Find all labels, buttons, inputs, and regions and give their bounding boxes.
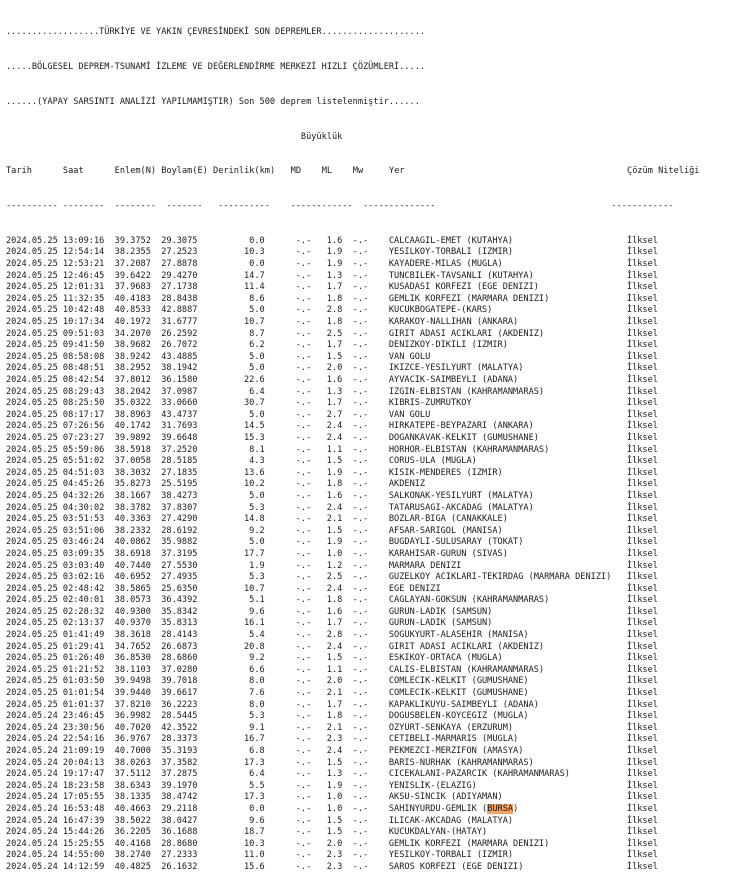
header-line-1: ..................TÜRKİYE VE YAKIN ÇEVRESİNDEKİ SON DEPREMLER.................... bbox=[6, 27, 426, 38]
solution-quality: İlksel bbox=[626, 340, 658, 351]
table-row: 2024.05.24 14:12:59 40.4825 26.1632 15.6 -.- 2.3 -.- SAROS KORFEZI (EGE DENIZI) İlksel bbox=[6, 861, 658, 872]
table-row: 2024.05.24 23:46:45 36.9982 28.5445 5.3 -.- 1.8 -.- DOGUSBELEN-KOYCEGIZ (MUGLA) İlksel bbox=[6, 711, 658, 722]
location-text: DOGUSBELEN-KOYCEGIZ (MUGLA) bbox=[388, 711, 529, 722]
table-row: 2024.05.25 10:17:34 40.1972 31.6777 10.7 -.- 1.8 -.- KARAKOY-NALLIHAN (ANKARA) İlksel bbox=[6, 317, 658, 328]
location-text: VAN GOLU bbox=[388, 409, 431, 420]
table-row: 2024.05.25 04:51:03 38.3032 27.1835 13.6 -.- 1.9 -.- KISIK-MENDERES (IZMIR) İlksel bbox=[6, 467, 658, 478]
table-row: 2024.05.25 08:48:51 38.2952 38.1942 5.0 -.- 2.0 -.- IKIZCE-YESILYURT (MALATYA) İlksel bbox=[6, 363, 658, 374]
location-text: KUSADASI KORFEZI (EGE DENIZI) bbox=[388, 282, 539, 293]
column-header-underline: ---------- -------- -------- ------- ---------- ------------ -------------- ------------ bbox=[6, 201, 674, 212]
solution-quality: İlksel bbox=[626, 572, 658, 583]
location-text: BARIS-NURHAK (KAHRAMANMARAS) bbox=[388, 757, 534, 768]
location-text: KUCUKDALYAN-(HATAY) bbox=[388, 827, 488, 838]
column-header-tarih: Tarih bbox=[6, 166, 32, 177]
table-row: 2024.05.25 08:17:17 38.8963 43.4737 5.0 -.- 2.7 -.- VAN GOLU İlksel bbox=[6, 409, 658, 420]
location-text: GURUN-LADIK (SAMSUN) bbox=[388, 618, 493, 629]
column-header-mw: Mw bbox=[352, 166, 364, 177]
solution-quality: İlksel bbox=[626, 444, 658, 455]
solution-quality: İlksel bbox=[626, 792, 658, 803]
table-row: 2024.05.25 02:48:42 38.5865 25.6350 10.7 -.- 2.4 -.- EGE DENIZI İlksel bbox=[6, 583, 658, 594]
table-row: 2024.05.25 03:02:16 40.6952 27.4935 5.3 -.- 2.5 -.- GUZELKOY ACIKLARI-TEKIRDAG (MARMARA DENIZI) İlksel bbox=[6, 572, 658, 583]
magnitude-group-label: Büyüklük bbox=[6, 131, 343, 142]
solution-quality: İlksel bbox=[626, 838, 658, 849]
table-row: 2024.05.24 16:47:39 38.5022 38.0427 9.6 -.- 1.5 -.- ILICAK-AKCADAG (MALATYA) İlksel bbox=[6, 815, 658, 826]
location-text: GEMLIK KORFEZI (MARMARA DENIZI) bbox=[388, 293, 550, 304]
table-row: 2024.05.25 01:41:49 38.3618 28.4143 5.4 -.- 2.8 -.- SOGUKYURT-ALASEHIR (MANISA) İlksel bbox=[6, 630, 658, 641]
table-row: 2024.05.25 07:26:56 40.1742 31.7693 14.5 -.- 2.4 -.- HIRKATEPE-BEYPAZARI (ANKARA) İlksel bbox=[6, 421, 658, 432]
solution-quality: İlksel bbox=[626, 317, 658, 328]
solution-quality: İlksel bbox=[626, 467, 658, 478]
table-row: 2024.05.25 03:46:24 40.0862 35.9882 5.0 -.- 1.9 -.- BUGDAYLI-SULUSARAY (TOKAT) İlksel bbox=[6, 537, 658, 548]
table-row: 2024.05.25 08:42:54 37.8012 36.1580 22.6 -.- 1.6 -.- AYVACIK-SAIMBEYLI (ADANA) İlksel bbox=[6, 375, 658, 385]
solution-quality: İlksel bbox=[626, 722, 658, 733]
location-text: KAPAKLIKUYU-SAIMBEYLI (ADANA) bbox=[388, 699, 539, 710]
location-text: DOGANKAVAK-KELKIT (GUMUSHANE) bbox=[388, 432, 539, 443]
table-row: 2024.05.25 02:13:37 40.9370 35.8313 16.1 -.- 1.7 -.- GURUN-LADIK (SAMSUN) İlksel bbox=[6, 618, 658, 629]
table-row: 2024.05.25 08:58:08 38.9242 43.4885 5.0 -.- 1.5 -.- VAN GOLU İlksel bbox=[6, 351, 658, 362]
table-row: 2024.05.25 03:51:06 38.2332 28.6192 9.2 -.- 1.5 -.- AFSAR-SARIGOL (MANISA) İlksel bbox=[6, 525, 658, 536]
table-row: 2024.05.24 21:09:19 40.7000 35.3193 6.8 -.- 2.4 -.- PEKMEZCI-MERZIFON (AMASYA) İlksel bbox=[6, 746, 658, 756]
table-row: 2024.05.24 23:30:56 40.7020 42.3522 9.1 -.- 2.1 -.- OZYURT-SENKAYA (ERZURUM) İlksel bbox=[6, 722, 658, 733]
location-text: AYVACIK-SAIMBEYLI (ADANA) bbox=[388, 375, 519, 385]
solution-quality: İlksel bbox=[626, 525, 658, 536]
location-text: CICEKALANI-PAZARCIK (KAHRAMANMARAS) bbox=[388, 769, 570, 780]
table-row: 2024.05.25 01:29:41 34.7652 26.6873 20.8 -.- 2.4 -.- GIRIT ADASI ACIKLARI (AKDENIZ) İlksel bbox=[6, 641, 658, 652]
location-text: KARAKOY-NALLIHAN (ANKARA) bbox=[388, 317, 519, 328]
column-header-cozum: Çözüm Niteliği bbox=[627, 166, 700, 177]
table-row: 2024.05.25 12:54:14 38.2355 27.2523 10.3 -.- 1.9 -.- YESILKOY-TORBALI (IZMIR) İlksel bbox=[6, 247, 658, 258]
table-row: 2024.05.25 05:59:06 38.5918 37.2520 8.1 -.- 1.1 -.- HORHOR-ELBISTAN (KAHRAMANMARAS) İlksel bbox=[6, 444, 658, 455]
location-text: BUGDAYLI-SULUSARAY (TOKAT) bbox=[388, 537, 524, 548]
solution-quality: İlksel bbox=[626, 641, 658, 652]
location-text: MARMARA DENIZI bbox=[388, 560, 462, 571]
location-text: KARAHISAR-GURUN (SIVAS) bbox=[388, 548, 508, 559]
column-header-ml: ML bbox=[321, 166, 333, 177]
solution-quality: İlksel bbox=[626, 235, 658, 246]
column-header-yer: Yer bbox=[389, 166, 405, 177]
location-text: COMLECIK-KELKIT (GUMUSHANE) bbox=[388, 676, 529, 687]
solution-quality: İlksel bbox=[626, 560, 658, 571]
solution-quality: İlksel bbox=[626, 409, 658, 420]
location-text: SALKONAK-YESILYURT (MALATYA) bbox=[388, 490, 534, 501]
table-row: 2024.05.24 20:04:13 38.0263 37.3582 17.3 -.- 1.5 -.- BARIS-NURHAK (KAHRAMANMARAS) İlksel bbox=[6, 757, 658, 768]
header-line-2: .....BÖLGESEL DEPREM-TSUNAMİ İZLEME VE DEĞERLENDİRME MERKEZİ HIZLI ÇÖZÜMLERİ..... bbox=[6, 61, 426, 72]
table-row: 2024.05.25 02:40:01 38.0573 36.4392 5.1 -.- 1.8 -.- CAGLAYAN-GOKSUN (KAHRAMANMARAS) İlksel bbox=[6, 595, 658, 606]
table-row: 2024.05.24 19:17:47 37.5112 37.2875 6.4 -.- 1.3 -.- CICEKALANI-PAZARCIK (KAHRAMANMARAS) İlksel bbox=[6, 769, 658, 780]
solution-quality: İlksel bbox=[626, 548, 658, 559]
column-header-enlem: Enlem(N) bbox=[114, 166, 157, 177]
solution-quality: İlksel bbox=[626, 676, 658, 687]
location-text: AKDENIZ bbox=[388, 479, 426, 490]
table-row: 2024.05.24 16:53:48 40.4663 29.2118 0.0 -.- 1.0 -.- SAHINYURDU-GEMLIK (BURSA) İlksel bbox=[6, 803, 658, 814]
location-text: GURUN-LADIK (SAMSUN) bbox=[388, 606, 493, 617]
solution-quality: İlksel bbox=[626, 711, 658, 722]
solution-quality: İlksel bbox=[626, 815, 658, 826]
table-row: 2024.05.24 22:54:16 36.9767 28.3373 16.7 -.- 2.3 -.- CETIBELI-MARMARIS (MUGLA) İlksel bbox=[6, 734, 658, 745]
solution-quality: İlksel bbox=[626, 363, 658, 374]
table-row: 2024.05.25 07:23:27 39.9892 39.6648 15.3 -.- 2.4 -.- DOGANKAVAK-KELKIT (GUMUSHANE) İlksel bbox=[6, 432, 658, 443]
location-text: EGE DENIZI bbox=[388, 583, 441, 594]
table-row: 2024.05.25 01:03:50 39.9498 39.7018 8.0 -.- 2.0 -.- COMLECIK-KELKIT (GUMUSHANE) İlksel bbox=[6, 676, 658, 687]
solution-quality: İlksel bbox=[626, 375, 658, 385]
location-text: KISIK-MENDERES (IZMIR) bbox=[388, 467, 503, 478]
solution-quality: İlksel bbox=[626, 746, 658, 756]
solution-quality: İlksel bbox=[626, 803, 658, 814]
solution-quality: İlksel bbox=[626, 386, 658, 397]
location-text: SAHINYURDU-GEMLIK ( bbox=[388, 803, 488, 814]
location-text: GIRIT ADASI ACIKLARI (AKDENIZ) bbox=[388, 641, 545, 652]
column-header-derinlik: Derinlik(km) bbox=[213, 166, 276, 177]
location-text: YESILKOY-TORBALI (IZMIR) bbox=[388, 850, 514, 861]
location-text: CORUS-ULA (MUGLA) bbox=[388, 456, 477, 467]
location-text: AKSU-SINCIK (ADIYAMAN) bbox=[388, 792, 503, 803]
column-header-saat: Saat bbox=[62, 166, 84, 177]
earthquake-listing bbox=[6, 4, 699, 885]
solution-quality: İlksel bbox=[626, 734, 658, 745]
location-text: BOZLAR-BIGA (CANAKKALE) bbox=[388, 514, 508, 525]
search-highlight: BURSA bbox=[487, 803, 514, 814]
location-text: GIRIT ADASI ACIKLARI (AKDENIZ) bbox=[388, 328, 545, 339]
location-text-tail: ) bbox=[513, 803, 519, 814]
solution-quality: İlksel bbox=[626, 247, 658, 258]
solution-quality: İlksel bbox=[626, 850, 658, 861]
table-row: 2024.05.24 17:05:55 38.1335 38.4742 17.3 -.- 1.0 -.- AKSU-SINCIK (ADIYAMAN) İlksel bbox=[6, 792, 658, 803]
location-text: ILICAK-AKCADAG (MALATYA) bbox=[388, 815, 514, 826]
solution-quality: İlksel bbox=[626, 757, 658, 768]
table-row: 2024.05.25 08:29:43 38.2042 37.0987 6.4 -.- 1.3 -.- IZGIN-ELBISTAN (KAHRAMANMARAS) İlksel bbox=[6, 386, 658, 397]
table-row: 2024.05.25 04:30:02 38.3782 37.8307 5.3 -.- 2.4 -.- TATARUSAGI-AKCADAG (MALATYA) İlksel bbox=[6, 502, 658, 513]
location-text: TATARUSAGI-AKCADAG (MALATYA) bbox=[388, 502, 534, 513]
location-text: VAN GOLU bbox=[388, 351, 431, 362]
location-text: KAYADERE-MILAS (MUGLA) bbox=[388, 259, 503, 270]
header-line-3: ......(YAPAY SARSINTI ANALİZİ YAPILMAMIŞTIR) Son 500 deprem listelenmiştir...... bbox=[6, 96, 420, 107]
table-row: 2024.05.25 01:21:52 38.1103 37.0280 6.6 -.- 1.1 -.- CALIS-ELBISTAN (KAHRAMANMARAS) İlksel bbox=[6, 664, 658, 675]
solution-quality: İlksel bbox=[626, 293, 658, 304]
solution-quality: İlksel bbox=[626, 618, 658, 629]
solution-quality: İlksel bbox=[626, 664, 658, 675]
table-row: 2024.05.25 10:42:48 40.8533 42.8887 5.0 -.- 2.8 -.- KUCUKBOGATEPE-(KARS) İlksel bbox=[6, 305, 658, 316]
solution-quality: İlksel bbox=[626, 827, 658, 838]
location-text: HORHOR-ELBISTAN (KAHRAMANMARAS) bbox=[388, 444, 550, 455]
table-row: 2024.05.24 14:55:00 38.2740 27.2333 11.0 -.- 2.3 -.- YESILKOY-TORBALI (IZMIR) İlksel bbox=[6, 850, 658, 861]
earthquake-table-body bbox=[6, 236, 699, 874]
solution-quality: İlksel bbox=[626, 537, 658, 548]
location-text: CALIS-ELBISTAN (KAHRAMANMARAS) bbox=[388, 664, 545, 675]
solution-quality: İlksel bbox=[626, 398, 658, 409]
solution-quality: İlksel bbox=[626, 780, 658, 791]
table-row: 2024.05.25 13:09:16 39.3752 29.3075 0.0 -.- 1.6 -.- CALCAAGIL-EMET (KUTAHYA) İlksel bbox=[6, 235, 658, 246]
location-text: SAROS KORFEZI (EGE DENIZI) bbox=[388, 861, 524, 872]
location-text: YESILKOY-TORBALI (IZMIR) bbox=[388, 247, 514, 258]
solution-quality: İlksel bbox=[626, 305, 658, 316]
solution-quality: İlksel bbox=[626, 583, 658, 594]
table-row: 2024.05.25 04:45:26 35.8273 25.5195 10.2 -.- 1.8 -.- AKDENIZ İlksel bbox=[6, 479, 658, 490]
column-header-md: MD bbox=[290, 166, 302, 177]
solution-quality: İlksel bbox=[626, 769, 658, 780]
location-text: OZYURT-SENKAYA (ERZURUM) bbox=[388, 722, 514, 733]
table-row: 2024.05.25 01:01:54 39.9440 39.6617 7.6 -.- 2.1 -.- COMLECIK-KELKIT (GUMUSHANE) İlksel bbox=[6, 688, 658, 699]
solution-quality: İlksel bbox=[626, 630, 658, 641]
table-row: 2024.05.25 09:51:03 34.2070 26.2592 8.7 -.- 2.5 -.- GIRIT ADASI ACIKLARI (AKDENIZ) İlksel bbox=[6, 328, 658, 339]
solution-quality: İlksel bbox=[626, 699, 658, 710]
column-header-boylam: Boylam(E) bbox=[161, 166, 208, 177]
table-row: 2024.05.25 09:41:50 38.9682 26.7072 6.2 -.- 1.7 -.- DENIZKOY-DIKILI (IZMIR) İlksel bbox=[6, 340, 658, 351]
solution-quality: İlksel bbox=[626, 502, 658, 513]
location-text: CAGLAYAN-GOKSUN (KAHRAMANMARAS) bbox=[388, 595, 550, 606]
table-row: 2024.05.24 15:25:55 40.4168 28.8680 10.3 -.- 2.0 -.- GEMLIK KORFEZI (MARMARA DENIZI) İlksel bbox=[6, 838, 658, 849]
location-text: HIRKATEPE-BEYPAZARI (ANKARA) bbox=[388, 421, 534, 432]
table-row: 2024.05.25 05:51:02 37.0058 28.5185 4.3 -.- 1.5 -.- CORUS-ULA (MUGLA) İlksel bbox=[6, 456, 658, 467]
location-text: KUCUKBOGATEPE-(KARS) bbox=[388, 305, 493, 316]
location-text: DENIZKOY-DIKILI (IZMIR) bbox=[388, 340, 508, 351]
table-row: 2024.05.25 03:09:35 38.6918 37.3195 17.7 -.- 1.0 -.- KARAHISAR-GURUN (SIVAS) İlksel bbox=[6, 548, 658, 559]
table-row: 2024.05.24 15:44:26 36.2205 36.1688 18.7 -.- 1.5 -.- KUCUKDALYAN-(HATAY) İlksel bbox=[6, 827, 658, 838]
table-row: 2024.05.25 12:46:45 39.6422 29.4270 14.7 -.- 1.3 -.- TUNCBILEK-TAVSANLI (KUTAHYA) İlksel bbox=[6, 270, 658, 281]
solution-quality: İlksel bbox=[626, 432, 658, 443]
solution-quality: İlksel bbox=[626, 282, 658, 293]
table-row: 2024.05.25 11:32:35 40.4183 28.8438 8.6 -.- 1.8 -.- GEMLIK KORFEZI (MARMARA DENIZI) İlksel bbox=[6, 293, 658, 304]
solution-quality: İlksel bbox=[626, 270, 658, 281]
table-row: 2024.05.25 12:01:31 37.9683 27.1738 11.4 -.- 1.7 -.- KUSADASI KORFEZI (EGE DENIZI) İlksel bbox=[6, 282, 658, 293]
solution-quality: İlksel bbox=[626, 606, 658, 617]
location-text: TUNCBILEK-TAVSANLI (KUTAHYA) bbox=[388, 270, 534, 281]
table-row: 2024.05.25 02:28:32 40.9300 35.8342 9.6 -.- 1.6 -.- GURUN-LADIK (SAMSUN) İlksel bbox=[6, 606, 658, 617]
solution-quality: İlksel bbox=[626, 421, 658, 432]
solution-quality: İlksel bbox=[626, 456, 658, 467]
table-row: 2024.05.25 04:32:26 38.1667 38.4273 5.0 -.- 1.6 -.- SALKONAK-YESILYURT (MALATYA) İlksel bbox=[6, 490, 658, 501]
location-text: IZGIN-ELBISTAN (KAHRAMANMARAS) bbox=[388, 386, 545, 397]
location-text: YENISLIK-(ELAZIG) bbox=[388, 780, 477, 791]
solution-quality: İlksel bbox=[626, 490, 658, 501]
location-text: SOGUKYURT-ALASEHIR (MANISA) bbox=[388, 630, 529, 641]
solution-quality: İlksel bbox=[626, 259, 658, 270]
solution-quality: İlksel bbox=[626, 861, 658, 872]
table-row: 2024.05.25 01:01:37 37.8210 36.2223 8.0 -.- 1.7 -.- KAPAKLIKUYU-SAIMBEYLI (ADANA) İlksel bbox=[6, 699, 658, 710]
location-text: ESKIKOY-ORTACA (MUGLA) bbox=[388, 653, 503, 664]
table-row: 2024.05.25 12:53:21 37.2087 27.8878 0.0 -.- 1.9 -.- KAYADERE-MILAS (MUGLA) İlksel bbox=[6, 259, 658, 270]
location-text: CETIBELI-MARMARIS (MUGLA) bbox=[388, 734, 519, 745]
table-row: 2024.05.25 03:51:53 40.3363 27.4290 14.8 -.- 2.1 -.- BOZLAR-BIGA (CANAKKALE) İlksel bbox=[6, 514, 658, 525]
solution-quality: İlksel bbox=[626, 328, 658, 339]
solution-quality: İlksel bbox=[626, 351, 658, 362]
location-text: GEMLIK KORFEZI (MARMARA DENIZI) bbox=[388, 838, 550, 849]
location-text: IKIZCE-YESILYURT (MALATYA) bbox=[388, 363, 524, 374]
solution-quality: İlksel bbox=[626, 514, 658, 525]
solution-quality: İlksel bbox=[626, 595, 658, 606]
solution-quality: İlksel bbox=[626, 479, 658, 490]
table-row: 2024.05.25 03:03:40 40.7440 27.5530 1.9 -.- 1.2 -.- MARMARA DENIZI İlksel bbox=[6, 560, 658, 571]
solution-quality: İlksel bbox=[626, 688, 658, 699]
column-header-row bbox=[6, 166, 699, 178]
solution-quality: İlksel bbox=[626, 653, 658, 664]
table-row: 2024.05.24 18:23:58 38.6343 39.1970 5.5 -.- 1.9 -.- YENISLIK-(ELAZIG) İlksel bbox=[6, 780, 658, 791]
location-text: KIBRIS-ZUMRUTKOY bbox=[388, 398, 472, 409]
location-text: COMLECIK-KELKIT (GUMUSHANE) bbox=[388, 688, 529, 699]
table-row: 2024.05.25 01:26:40 36.8530 28.6860 9.2 -.- 1.5 -.- ESKIKOY-ORTACA (MUGLA) İlksel bbox=[6, 653, 658, 664]
location-text: AFSAR-SARIGOL (MANISA) bbox=[388, 525, 503, 536]
location-text: GUZELKOY ACIKLARI-TEKIRDAG (MARMARA DENIZI) bbox=[388, 572, 612, 583]
location-text: PEKMEZCI-MERZIFON (AMASYA) bbox=[388, 746, 524, 756]
location-text: CALCAAGIL-EMET (KUTAHYA) bbox=[388, 235, 514, 246]
table-row: 2024.05.25 08:25:50 35.0322 33.0660 30.7 -.- 1.7 -.- KIBRIS-ZUMRUTKOY İlksel bbox=[6, 398, 658, 409]
